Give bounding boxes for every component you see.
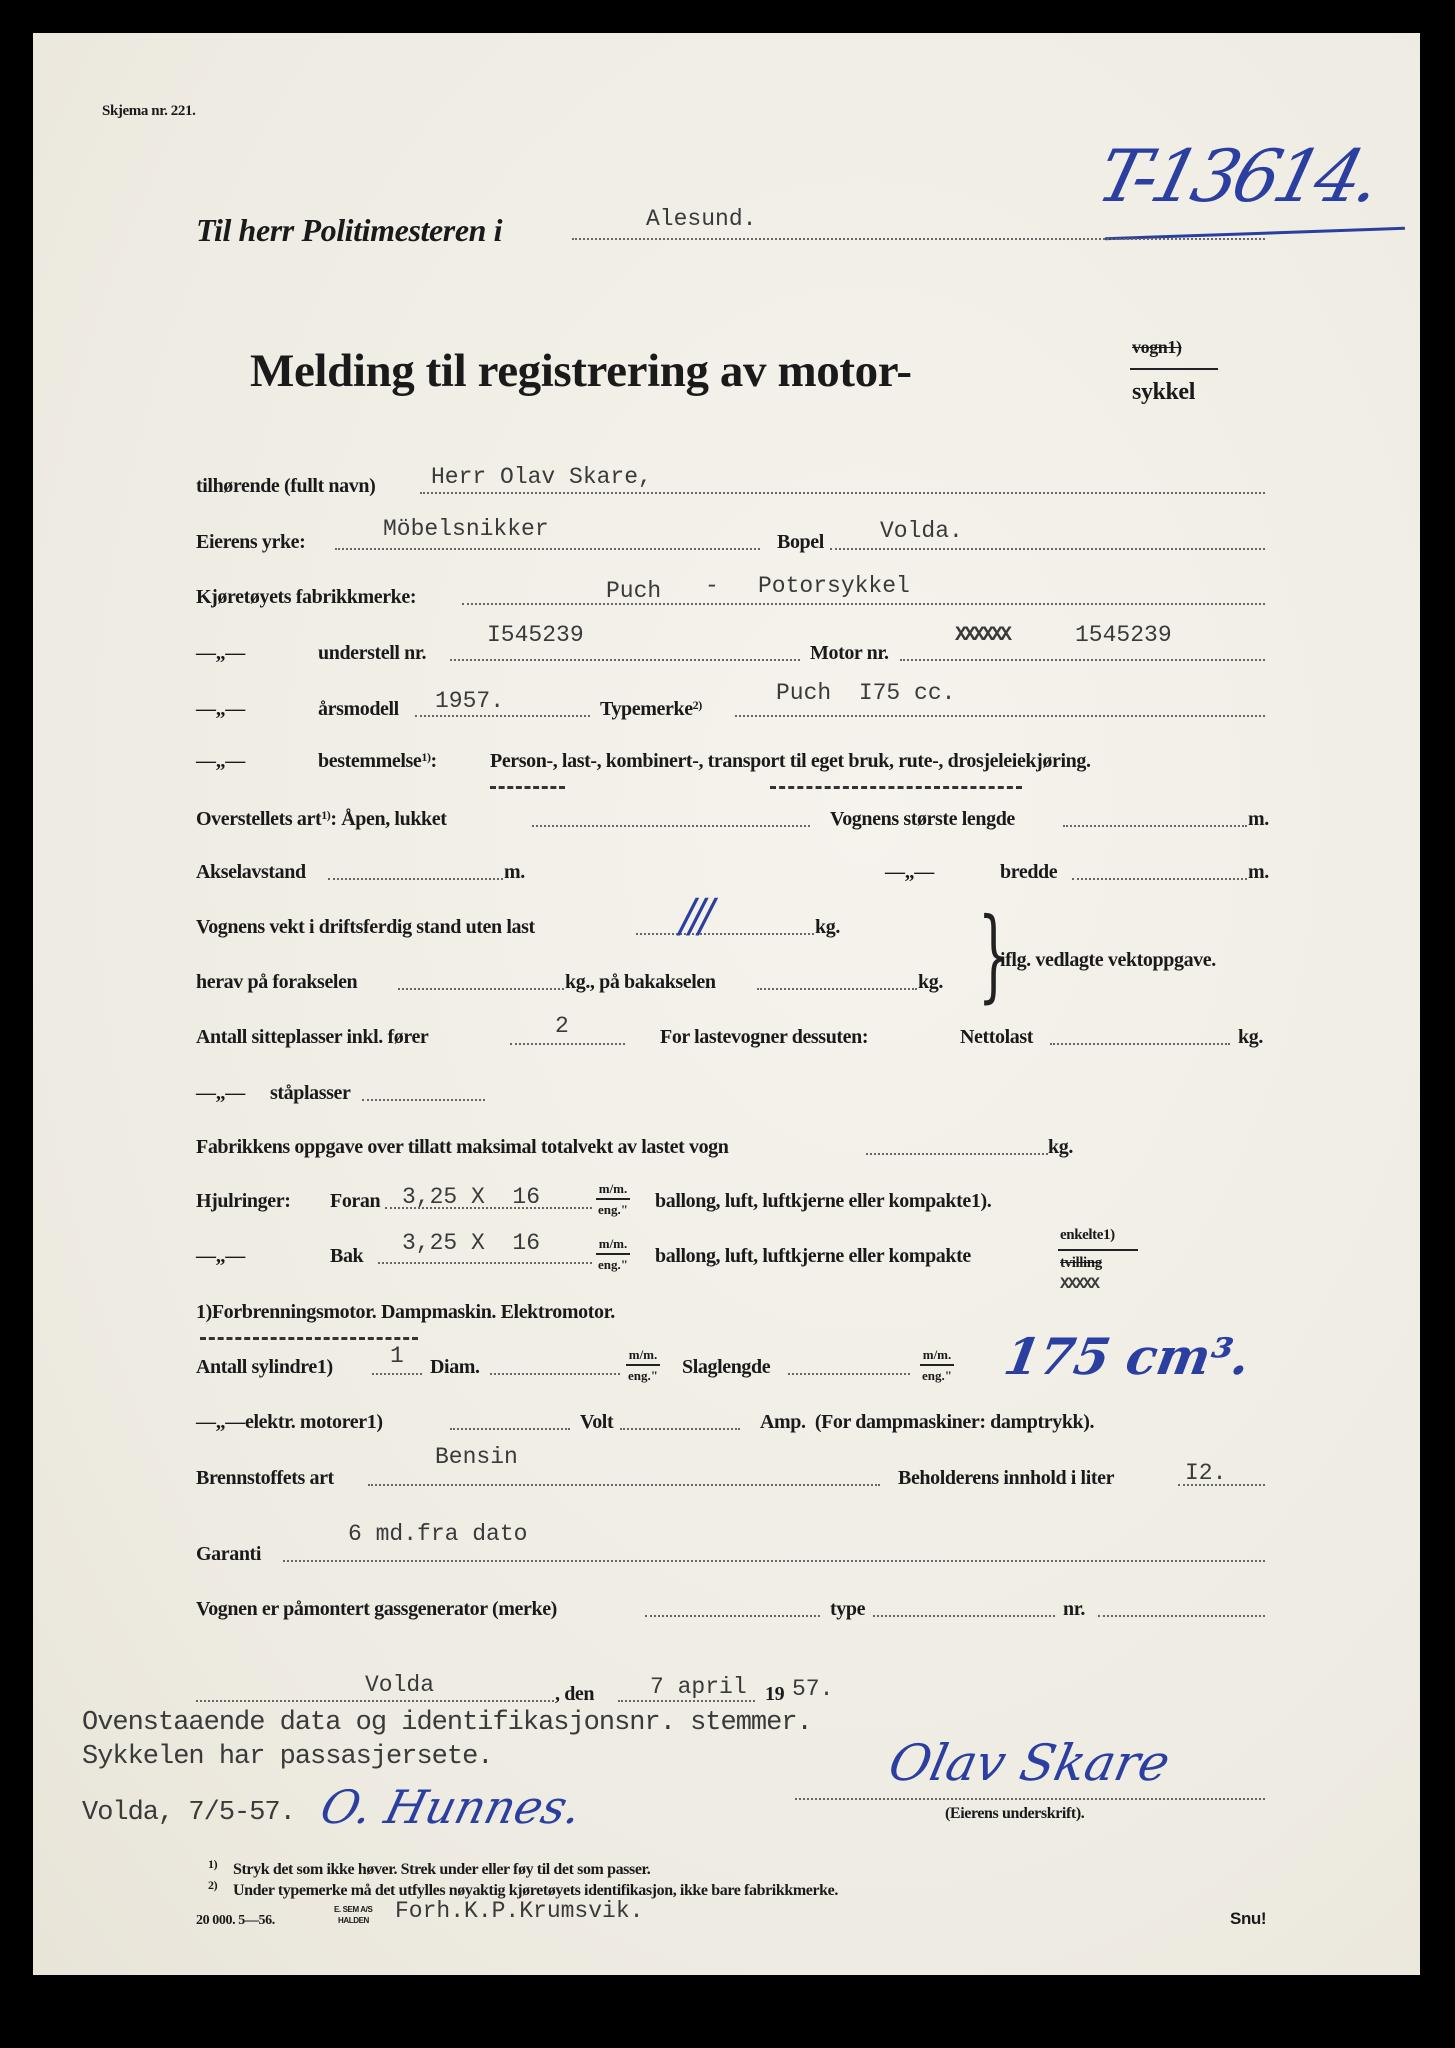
residence-label: Bopel	[777, 531, 824, 553]
cylinders-dots	[372, 1373, 422, 1375]
body-label-text: Overstellets art	[196, 808, 322, 830]
inspection-text: Volda, 7/5-57.	[82, 1798, 295, 1828]
brace-icon: }	[977, 896, 1010, 1013]
max-weight-unit: kg.	[1048, 1136, 1073, 1158]
chassis-value: I545239	[487, 622, 584, 648]
displacement-handwritten: 175 cm³.	[999, 1327, 1255, 1386]
stroke-label: Slaglengde	[682, 1356, 771, 1378]
make-value-1: Puch	[606, 578, 662, 604]
weight-note: iflg. vedlagte vektoppgave.	[1000, 949, 1216, 971]
type-label-text: Typemerke	[600, 698, 693, 720]
purpose-underline-transport	[770, 786, 1022, 789]
fuel-label: Brennstoffets art	[196, 1467, 334, 1489]
printer-city: HALDEN	[338, 1916, 369, 1925]
front-tire-label: Foran	[330, 1190, 381, 1212]
twin-option: tvilling	[1060, 1255, 1102, 1271]
volt-dots	[620, 1428, 740, 1430]
tire-fraction-bar	[1058, 1249, 1138, 1251]
engine-types: 1)Forbrenningsmotor. Dampmaskin. Elektromotor.	[196, 1301, 615, 1323]
ditto-mark: —„—	[196, 1411, 245, 1433]
addressee-dots	[572, 238, 1265, 240]
diameter-label: Diam.	[430, 1356, 480, 1378]
axle-label: Akselavstand	[196, 861, 306, 883]
signature-dots	[795, 1798, 1265, 1800]
owner-dots	[420, 492, 1265, 494]
front-axle-dots	[398, 988, 564, 990]
turn-over-note: Snu!	[1230, 1909, 1267, 1928]
width-unit: m.	[1248, 861, 1269, 883]
electric-label: elektr. motorer1)	[245, 1411, 383, 1433]
unit-fraction	[626, 1348, 660, 1382]
warranty-label: Garanti	[196, 1543, 261, 1565]
amp-label: Amp. (For dampmaskiner: damptrykk).	[760, 1411, 1095, 1433]
signature-label: (Eierens underskrift).	[945, 1805, 1085, 1822]
unit-bottom: eng."	[598, 1202, 628, 1217]
fuel-dots	[368, 1484, 880, 1486]
addressee-label: Til herr Politimesteren i	[196, 212, 503, 248]
page-title: Melding til registrering av motor-	[250, 345, 912, 397]
date-value: 7 april	[650, 1674, 747, 1700]
owner-label: tilhørende (fullt navn)	[196, 475, 376, 497]
owner-signature: Olav Skare	[883, 1734, 1175, 1792]
front-axle-label: herav på forakselen	[196, 971, 358, 993]
make-dots	[462, 603, 1265, 605]
unit-top: m/m.	[598, 1181, 628, 1196]
date-den: , den	[555, 1683, 595, 1705]
axle-unit: m.	[504, 861, 525, 883]
unit-bottom: eng."	[922, 1368, 952, 1383]
dealer: Forh.K.P.Krumsvik.	[395, 1898, 644, 1924]
inspector-signature: O. Hunnes.	[315, 1780, 588, 1834]
title-selected-option: sykkel	[1132, 379, 1195, 405]
make-label: Kjøretøyets fabrikkmerke:	[196, 586, 417, 608]
year-suffix: 57.	[792, 1676, 834, 1702]
type-value: Puch I75 cc.	[776, 680, 956, 706]
gas-generator-dots	[645, 1615, 820, 1617]
rear-axle-dots	[757, 988, 917, 990]
warranty-value: 6 md.fra dato	[348, 1521, 528, 1547]
unit-bottom: eng."	[598, 1257, 628, 1272]
standing-dots	[362, 1099, 485, 1101]
warranty-dots	[283, 1560, 1265, 1562]
unit-top: m/m.	[598, 1236, 628, 1251]
purpose-underline-person	[490, 786, 565, 789]
remark-line-1: Ovenstaaende data og identifikasjonsnr. stemmer.	[82, 1708, 812, 1738]
seats-label: Antall sitteplasser inkl. fører	[196, 1026, 429, 1048]
unit-bottom: eng."	[628, 1368, 658, 1383]
ditto-mark: —„—	[196, 698, 245, 720]
weight-unit: kg.	[815, 916, 840, 938]
front-tire-value: 3,25 X 16	[402, 1184, 541, 1210]
body-options: : Åpen, lukket	[330, 808, 447, 830]
gas-generator-label: Vognen er påmontert gassgenerator (merke)	[196, 1598, 557, 1620]
owner-value: Herr Olav Skare,	[431, 464, 652, 490]
purpose-label-text: bestemmelse	[318, 750, 422, 772]
unit-fraction	[596, 1237, 630, 1271]
body-label	[196, 809, 447, 829]
footnote-ref: 2)	[692, 698, 702, 712]
chassis-dots	[450, 659, 800, 661]
rear-axle-unit: kg.	[918, 971, 943, 993]
motor-label: Motor nr.	[810, 642, 889, 664]
net-load-label: Nettolast	[960, 1026, 1034, 1048]
motor-dots	[900, 659, 1265, 661]
place-value: Volda	[365, 1672, 435, 1698]
twin-struck: XXXXX	[1060, 1275, 1099, 1293]
purpose-options: Person-, last-, kombinert-, transport til eget bruk, rute-, drosjeleiekjøring.	[490, 750, 1091, 772]
residence-dots	[830, 548, 1265, 550]
occupation-dots	[335, 548, 760, 550]
ditto-mark: —„—	[196, 1245, 245, 1267]
purpose-label: bestemmelse$^{1)}$:	[318, 750, 437, 772]
type-label	[600, 699, 702, 719]
make-separator: -	[705, 573, 719, 599]
footnote-2: Under typemerke må det utfylles nøyaktig kjøretøyets identifikasjon, ikke bare fabrikkmerke.	[233, 1882, 838, 1899]
addressee-value: Alesund.	[646, 206, 757, 232]
make-value-2: Potorsykkel	[758, 573, 910, 599]
weight-dots	[636, 933, 814, 935]
unit-fraction	[920, 1348, 954, 1382]
footnote-ref: 1)	[321, 808, 331, 822]
rear-tire-label: Bak	[330, 1245, 364, 1267]
truck-label: For lastevogner dessuten:	[660, 1026, 869, 1048]
weight-value: ///	[680, 888, 709, 942]
rear-tire-dots	[378, 1262, 592, 1264]
stroke-dots	[788, 1373, 910, 1375]
length-label: Vognens største lengde	[830, 808, 1015, 830]
gas-nr-dots	[1098, 1615, 1265, 1617]
remark-line-2: Sykkelen har passasjersete.	[82, 1742, 493, 1772]
seats-value: 2	[555, 1013, 569, 1039]
motor-value: 1545239	[1075, 622, 1172, 648]
model-year-dots	[415, 715, 590, 717]
weight-label: Vognens vekt i driftsferdig stand uten last	[196, 916, 535, 938]
tires-label: Hjulringer:	[196, 1190, 291, 1212]
model-year-label: årsmodell	[318, 698, 399, 720]
cylinders-value: 1	[390, 1343, 404, 1369]
chassis-label: understell nr.	[318, 642, 427, 664]
max-weight-label: Fabrikkens oppgave over tillatt maksimal totalvekt av lastet vogn	[196, 1136, 729, 1158]
rear-axle-label: kg., på bakakselen	[565, 971, 716, 993]
place-dots	[196, 1700, 554, 1702]
seats-dots	[510, 1043, 625, 1045]
front-tire-type: ballong, luft, luftkjerne eller kompakte1).	[655, 1190, 992, 1212]
net-load-dots	[1050, 1043, 1230, 1045]
length-unit: m.	[1248, 808, 1269, 830]
ditto-mark: —„—	[885, 861, 934, 883]
tank-label: Beholderens innhold i liter	[898, 1467, 1115, 1489]
single-option: enkelte1)	[1060, 1227, 1115, 1243]
ditto-mark: —„—	[196, 1082, 245, 1104]
title-fraction-bar	[1130, 368, 1218, 370]
gas-type-dots	[873, 1615, 1055, 1617]
diameter-dots	[490, 1373, 620, 1375]
fuel-value: Bensin	[435, 1444, 518, 1470]
electric-dots	[450, 1428, 570, 1430]
gas-type-label: type	[830, 1598, 866, 1620]
footnote-1: Stryk det som ikke høver. Strek under eller føy til det som passer.	[233, 1861, 651, 1878]
cylinders-label: Antall sylindre1)	[196, 1356, 333, 1378]
date-dots	[618, 1700, 755, 1702]
gas-nr-label: nr.	[1063, 1598, 1085, 1620]
max-weight-dots	[866, 1153, 1048, 1155]
rear-tire-type: ballong, luft, luftkjerne eller kompakte	[655, 1245, 971, 1267]
ditto-mark: —„—	[196, 750, 245, 772]
rear-tire-value: 3,25 X 16	[402, 1230, 541, 1256]
unit-top: m/m.	[628, 1347, 658, 1362]
type-dots	[735, 715, 1265, 717]
net-load-unit: kg.	[1238, 1026, 1263, 1048]
year-prefix: 19	[765, 1683, 785, 1705]
occupation-label: Eierens yrke:	[196, 531, 306, 553]
unit-fraction	[596, 1182, 630, 1216]
body-dots	[532, 825, 810, 827]
standing-label: ståplasser	[270, 1082, 351, 1104]
print-run: 20 000. 5—56.	[196, 1913, 275, 1928]
length-dots	[1063, 825, 1247, 827]
width-dots	[1072, 878, 1247, 880]
occupation-value: Möbelsnikker	[383, 516, 549, 542]
motor-struck-value: XXXXXX	[955, 624, 1010, 647]
printer-name: E. SEM A/S	[334, 1905, 373, 1914]
form-number: Skjema nr. 221.	[102, 103, 196, 119]
footnote-mark: 1)	[208, 1857, 218, 1871]
footnote-mark: 2)	[208, 1878, 218, 1892]
residence-value: Volda.	[880, 518, 963, 544]
unit-top: m/m.	[922, 1347, 952, 1362]
volt-label: Volt	[580, 1411, 614, 1433]
case-number: T-13614.	[1089, 134, 1386, 218]
engine-underline	[200, 1337, 418, 1340]
footnote-ref: 1)	[421, 750, 431, 764]
width-label: bredde	[1000, 861, 1058, 883]
title-struck-option: vogn1)	[1132, 337, 1182, 357]
axle-dots	[328, 878, 503, 880]
ditto-mark: —„—	[196, 642, 245, 664]
model-year-value: 1957.	[435, 688, 505, 714]
tank-value: I2.	[1185, 1460, 1227, 1486]
